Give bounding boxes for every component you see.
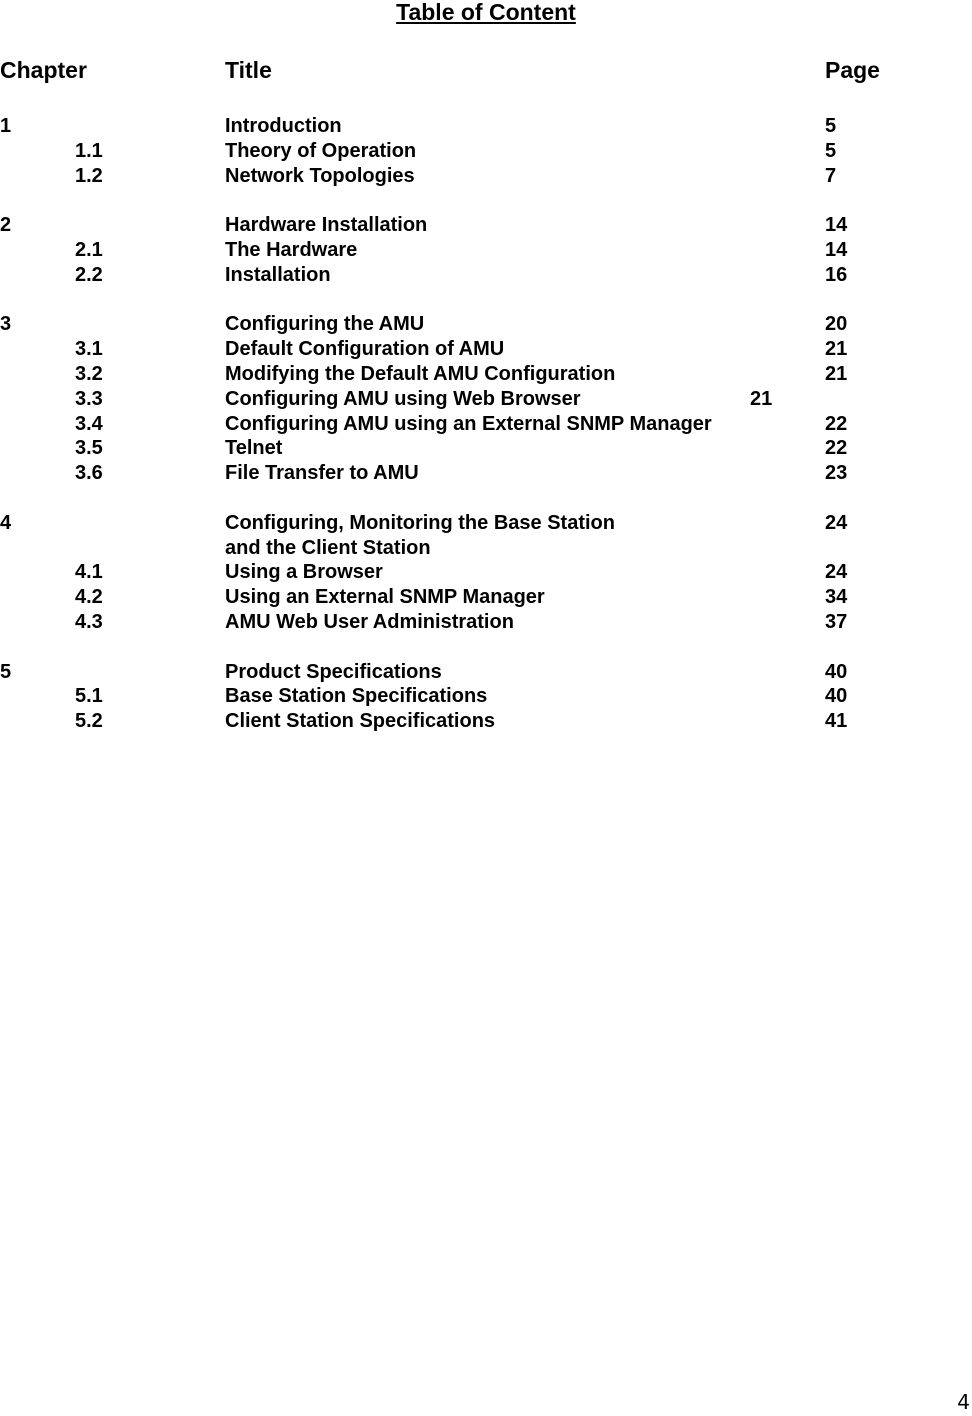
toc-title: AMU Web User Administration (225, 610, 514, 633)
toc-title: Configuring AMU using an External SNMP Manager (225, 412, 712, 435)
page-title: Table of Content (396, 0, 576, 25)
toc-page: 5 (825, 139, 837, 162)
toc-title: Hardware Installation (225, 214, 428, 237)
toc-title: Default Configuration of AMU (225, 338, 505, 361)
toc-section-row (0, 436, 972, 461)
toc-number: 1.2 (75, 164, 103, 187)
toc-page: 40 (825, 660, 848, 683)
column-header-title: Title (225, 57, 272, 83)
toc-number: 3.2 (75, 362, 103, 385)
toc-page: 24 (825, 561, 848, 584)
toc-number: 3.6 (75, 462, 103, 485)
toc-chapter-row (0, 213, 972, 238)
toc-title-continuation: and the Client Station (225, 536, 431, 559)
toc-section-row (0, 585, 972, 610)
toc-title-continuation-row (0, 536, 972, 561)
toc-page: 37 (825, 610, 848, 633)
toc-title: Configuring the AMU (225, 313, 425, 336)
toc-number: 5.1 (75, 685, 103, 708)
toc-number: 5.2 (75, 710, 103, 733)
toc-number: 2 (0, 214, 12, 237)
toc-title: File Transfer to AMU (225, 462, 419, 485)
toc-section-row (0, 263, 972, 288)
toc-page: 14 (825, 238, 848, 261)
toc-page: 23 (825, 462, 848, 485)
toc-section-row (0, 560, 972, 585)
toc-section-row (0, 139, 972, 164)
toc-number: 5 (0, 660, 12, 683)
toc-title: Modifying the Default AMU Configuration (225, 362, 616, 385)
toc-number: 3.1 (75, 338, 103, 361)
toc-number: 1.1 (75, 139, 103, 162)
toc-title: Product Specifications (225, 660, 442, 683)
toc-section-row (0, 164, 972, 189)
toc-number: 3.5 (75, 437, 103, 460)
toc-title: Using an External SNMP Manager (225, 586, 545, 609)
toc-page: 7 (825, 164, 837, 187)
toc-page: 34 (825, 586, 848, 609)
toc-number: 4.3 (75, 610, 103, 633)
toc-section-row (0, 337, 972, 362)
toc-page: 20 (825, 313, 848, 336)
toc-title: Telnet (225, 437, 283, 460)
toc-page: 14 (825, 214, 848, 237)
table-of-contents (0, 114, 972, 734)
toc-number: 3.4 (75, 412, 103, 435)
toc-section-row (0, 387, 972, 412)
toc-section-row (0, 684, 972, 709)
toc-page: 21 (825, 362, 848, 385)
toc-section-row (0, 238, 972, 263)
toc-title: Installation (225, 263, 331, 286)
column-header-page: Page (825, 57, 880, 83)
toc-number: 4.1 (75, 561, 103, 584)
toc-page: 21 (825, 338, 848, 361)
toc-chapter-row (0, 660, 972, 685)
toc-title: Using a Browser (225, 561, 383, 584)
toc-title: The Hardware (225, 238, 358, 261)
toc-number: 2.2 (75, 263, 103, 286)
toc-section-row (0, 412, 972, 437)
toc-page: 40 (825, 685, 848, 708)
toc-section-row (0, 709, 972, 734)
toc-section-row (0, 610, 972, 635)
toc-title: Introduction (225, 115, 342, 137)
toc-chapter-row (0, 312, 972, 337)
toc-title: Network Topologies (225, 164, 415, 187)
toc-title: Client Station Specifications (225, 710, 496, 733)
toc-page: 5 (825, 115, 837, 137)
page-number: 4 (957, 1390, 970, 1414)
column-header-chapter: Chapter (0, 57, 87, 83)
toc-section-row (0, 362, 972, 387)
toc-page: 21 (750, 387, 773, 410)
toc-section-row (0, 461, 972, 486)
toc-page: 41 (825, 710, 848, 733)
toc-title: Theory of Operation (225, 139, 417, 162)
toc-page: 16 (825, 263, 848, 286)
toc-chapter-row (0, 511, 972, 536)
toc-number: 4.2 (75, 586, 103, 609)
toc-number: 4 (0, 511, 12, 534)
toc-title: Base Station Specifications (225, 685, 488, 708)
toc-chapter-row (0, 114, 972, 139)
toc-page: 24 (825, 511, 848, 534)
toc-page: 22 (825, 412, 848, 435)
toc-number: 1 (0, 115, 12, 137)
toc-title: Configuring AMU using Web Browser (225, 387, 581, 410)
toc-number: 3 (0, 313, 12, 336)
toc-number: 2.1 (75, 238, 103, 261)
toc-title: Configuring, Monitoring the Base Station (225, 511, 615, 534)
toc-number: 3.3 (75, 387, 103, 410)
toc-page: 22 (825, 437, 848, 460)
